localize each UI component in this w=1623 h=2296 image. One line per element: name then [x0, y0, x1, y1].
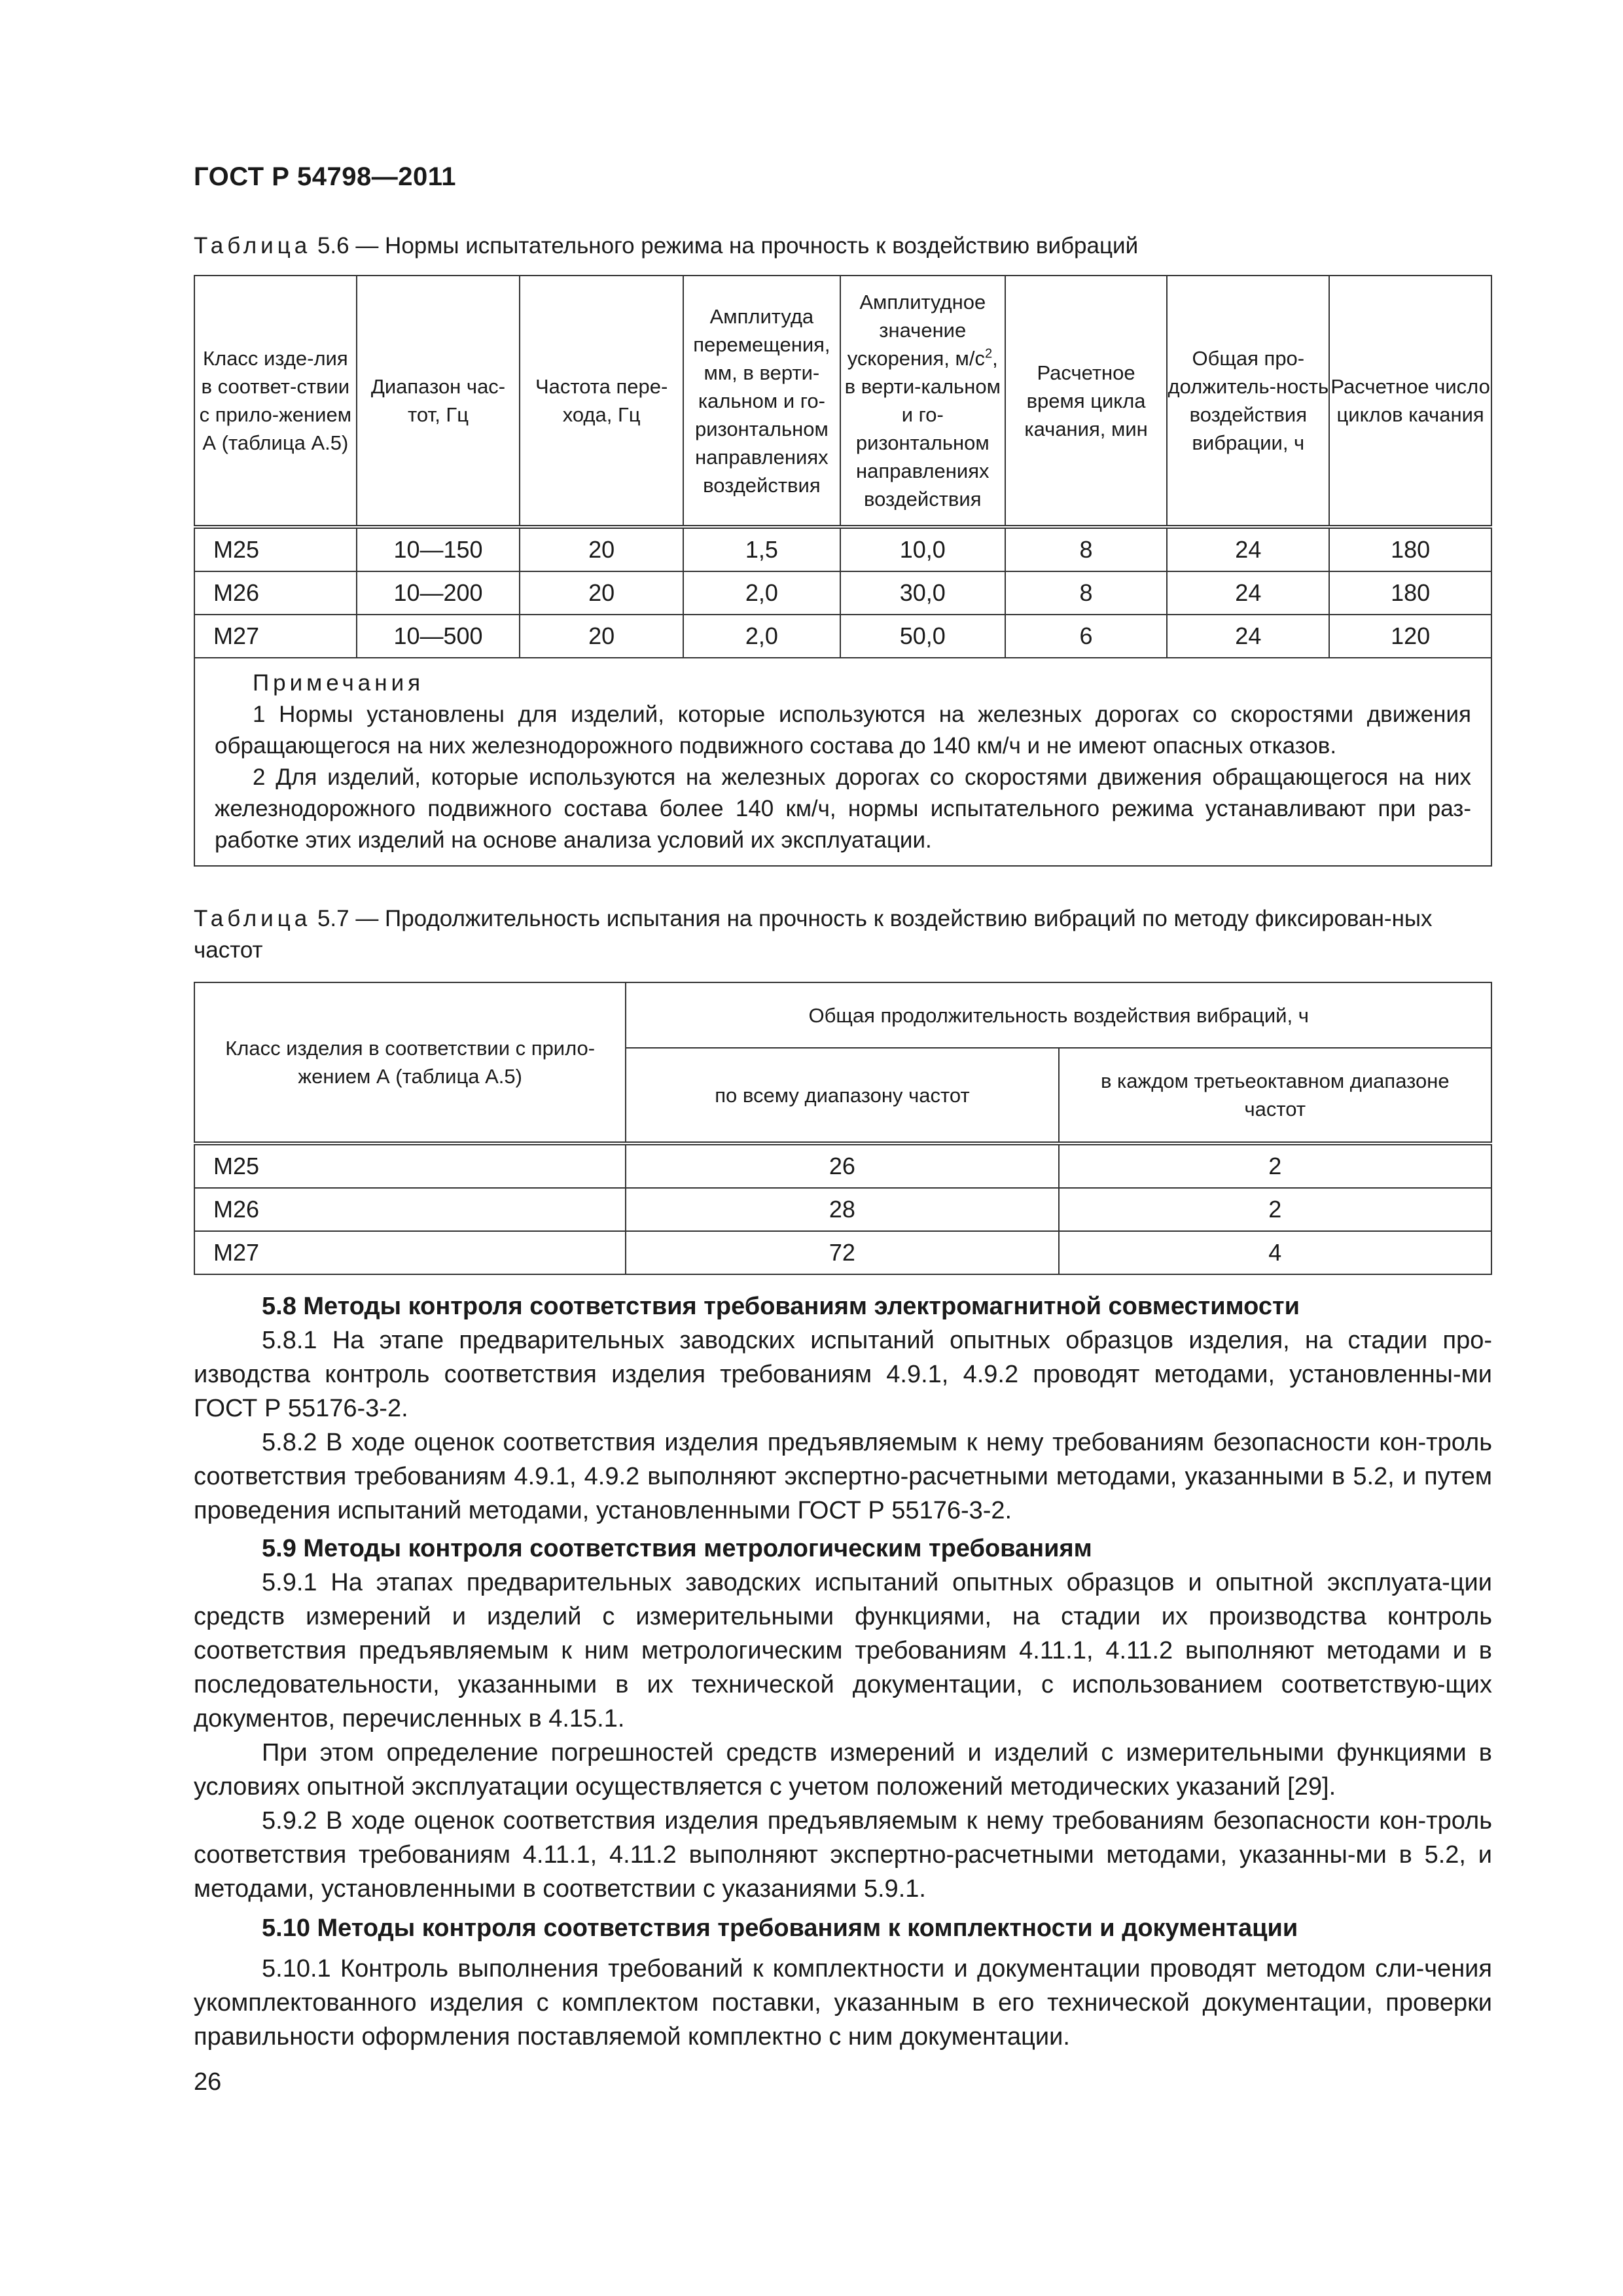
col-header-class: Класс изделия в соответствии с прило-жением А (таблица А.5) — [194, 982, 626, 1143]
notes-title: Примечания — [253, 670, 425, 696]
paragraph-5-9-2: 5.9.2 В ходе оценок соответствия изделия предъявляемым к нему требованиям безопасности кон-троль соответствия требованиям 4.11.1, 4.11.2 выполняют экспертно-расчетными методами, указанны-ми в 5.2, и методами, установленными в соответствии с указаниями 5.9.1. — [194, 1807, 1492, 1903]
table-5-7-caption — [194, 903, 1492, 966]
note-2: 2 Для изделий, которые используются на железных дорогах со скоростями движения обращающегося на них железнодорожного подвижного состава более 140 км/ч, нормы испытательного режима устанавливают при раз-работке этих изделий на основе анализа условий их эксплуатации. — [215, 764, 1471, 853]
document-header: ГОСТ Р 54798—2011 — [194, 162, 456, 191]
table-5-6 — [194, 275, 1492, 867]
paragraph-5-9-1b: При этом определение погрешностей средств измерений и изделий с измерительными функциями в условиях опытной эксплуатации осуществляется с учетом положений методических указаний [29]. — [194, 1739, 1492, 1801]
paragraph-5-8-1: 5.8.1 На этапе предварительных заводских испытаний опытных образцов изделия, на стадии про-изводства контроль соответствия изделия требованиям 4.9.1, 4.9.2 проводят методами, установленны-ми ГОСТ Р 55176-3-2. — [194, 1327, 1492, 1422]
table-5-6-caption — [194, 230, 1492, 262]
col-header-freq-range: Диапазон час-тот, Гц — [357, 276, 520, 527]
paragraph-5-10-1: 5.10.1 Контроль выполнения требований к комплектности и документации проводят методом сли-чения укомплектованного изделия с комплектом поставки, указанным в его технической документации, проверки правильности оформления поставляемой комплектно с ним документации. — [194, 1955, 1492, 2051]
section-5-10-heading: 5.10 Методы контроля соответствия требованиям к комплектности и документации — [262, 1914, 1298, 1942]
col-header-group: Общая продолжительность воздействия вибраций, ч — [626, 982, 1491, 1048]
table-row: М27 72 4 — [194, 1231, 1491, 1274]
col-header-displacement: Амплитуда перемещения, мм, в верти-кальном и го-ризонтальном направлениях воздействия — [683, 276, 840, 527]
note-1: 1 Нормы установлены для изделий, которые используются на железных дорогах со скоростями движения обращающегося на них железнодорожного подвижного состава до 140 км/ч и не имеют опасных отказов. — [215, 702, 1471, 759]
table-notes-row — [194, 658, 1491, 866]
table-row: М27 10—500 20 2,0 50,0 6 24 120 — [194, 615, 1491, 658]
col-header-total-duration: Общая про-должитель-ность воздействия вибрации, ч — [1167, 276, 1329, 527]
col-header-cycle-count: Расчетное число циклов качания — [1329, 276, 1491, 527]
col-header-acceleration: Амплитудное значение ускорения, $м/с^2$, в верти-кальном и го-ризонтальном направлениях воздействия — [840, 276, 1005, 527]
table-row: М26 10—200 20 2,0 30,0 8 24 180 — [194, 571, 1491, 615]
paragraph-5-9-1: 5.9.1 На этапах предварительных заводских испытаний опытных образцов и опытной эксплуата-ции средств измерений и изделий с измерительными функциями, на стадии их производства контроль соответствия предъявляемым к ним метрологическим требованиям 4.11.1, 4.11.2 выполняют методами и в последовательности, указанными в их технической документации, с использованием соответствую-щих документов, перечисленных в 4.15.1. — [194, 1569, 1492, 1732]
col-header-cycle-time: Расчетное время цикла качания, мин — [1005, 276, 1168, 527]
section-5-8-heading: 5.8 Методы контроля соответствия требованиям электромагнитной совместимости — [262, 1293, 1300, 1320]
col-header-transition-freq: Частота пере-хода, Гц — [520, 276, 683, 527]
table-row: М26 28 2 — [194, 1188, 1491, 1231]
paragraph-5-8-2: 5.8.2 В ходе оценок соответствия изделия предъявляемым к нему требованиям безопасности кон-троль соответствия требованиям 4.9.1, 4.9.2 выполняют экспертно-расчетными методами, указанными в 5.2, и путем проведения испытаний методами, установленными ГОСТ Р 55176-3-2. — [194, 1429, 1492, 1524]
table-notes — [194, 658, 1491, 866]
col-header-full-range: по всему диапазону частот — [626, 1048, 1058, 1143]
caption-text: 5.7 — Продолжительность испытания на прочность к воздействию вибраций по методу фиксирован-ных частот — [194, 906, 1433, 963]
table-5-7 — [194, 982, 1492, 1275]
col-header-class: Класс изде-лия в соответ-ствии с прило-жением А (таблица А.5) — [194, 276, 357, 527]
table-header-row — [194, 982, 1491, 1048]
caption-word: Таблица — [194, 233, 312, 259]
caption-word: Таблица — [194, 906, 312, 931]
col-header-third-octave: в каждом третьеоктавном диапазоне частот — [1059, 1048, 1491, 1143]
sections-body — [194, 1289, 1492, 2054]
table-row: М25 26 2 — [194, 1143, 1491, 1188]
table-row: М25 10—150 20 1,5 10,0 8 24 180 — [194, 527, 1491, 571]
caption-text: 5.6 — Нормы испытательного режима на прочность к воздействию вибраций — [311, 233, 1139, 259]
page-number: 26 — [194, 2068, 222, 2096]
section-5-9-heading: 5.9 Методы контроля соответствия метрологическим требованиям — [262, 1535, 1092, 1562]
table-header-row — [194, 276, 1491, 527]
